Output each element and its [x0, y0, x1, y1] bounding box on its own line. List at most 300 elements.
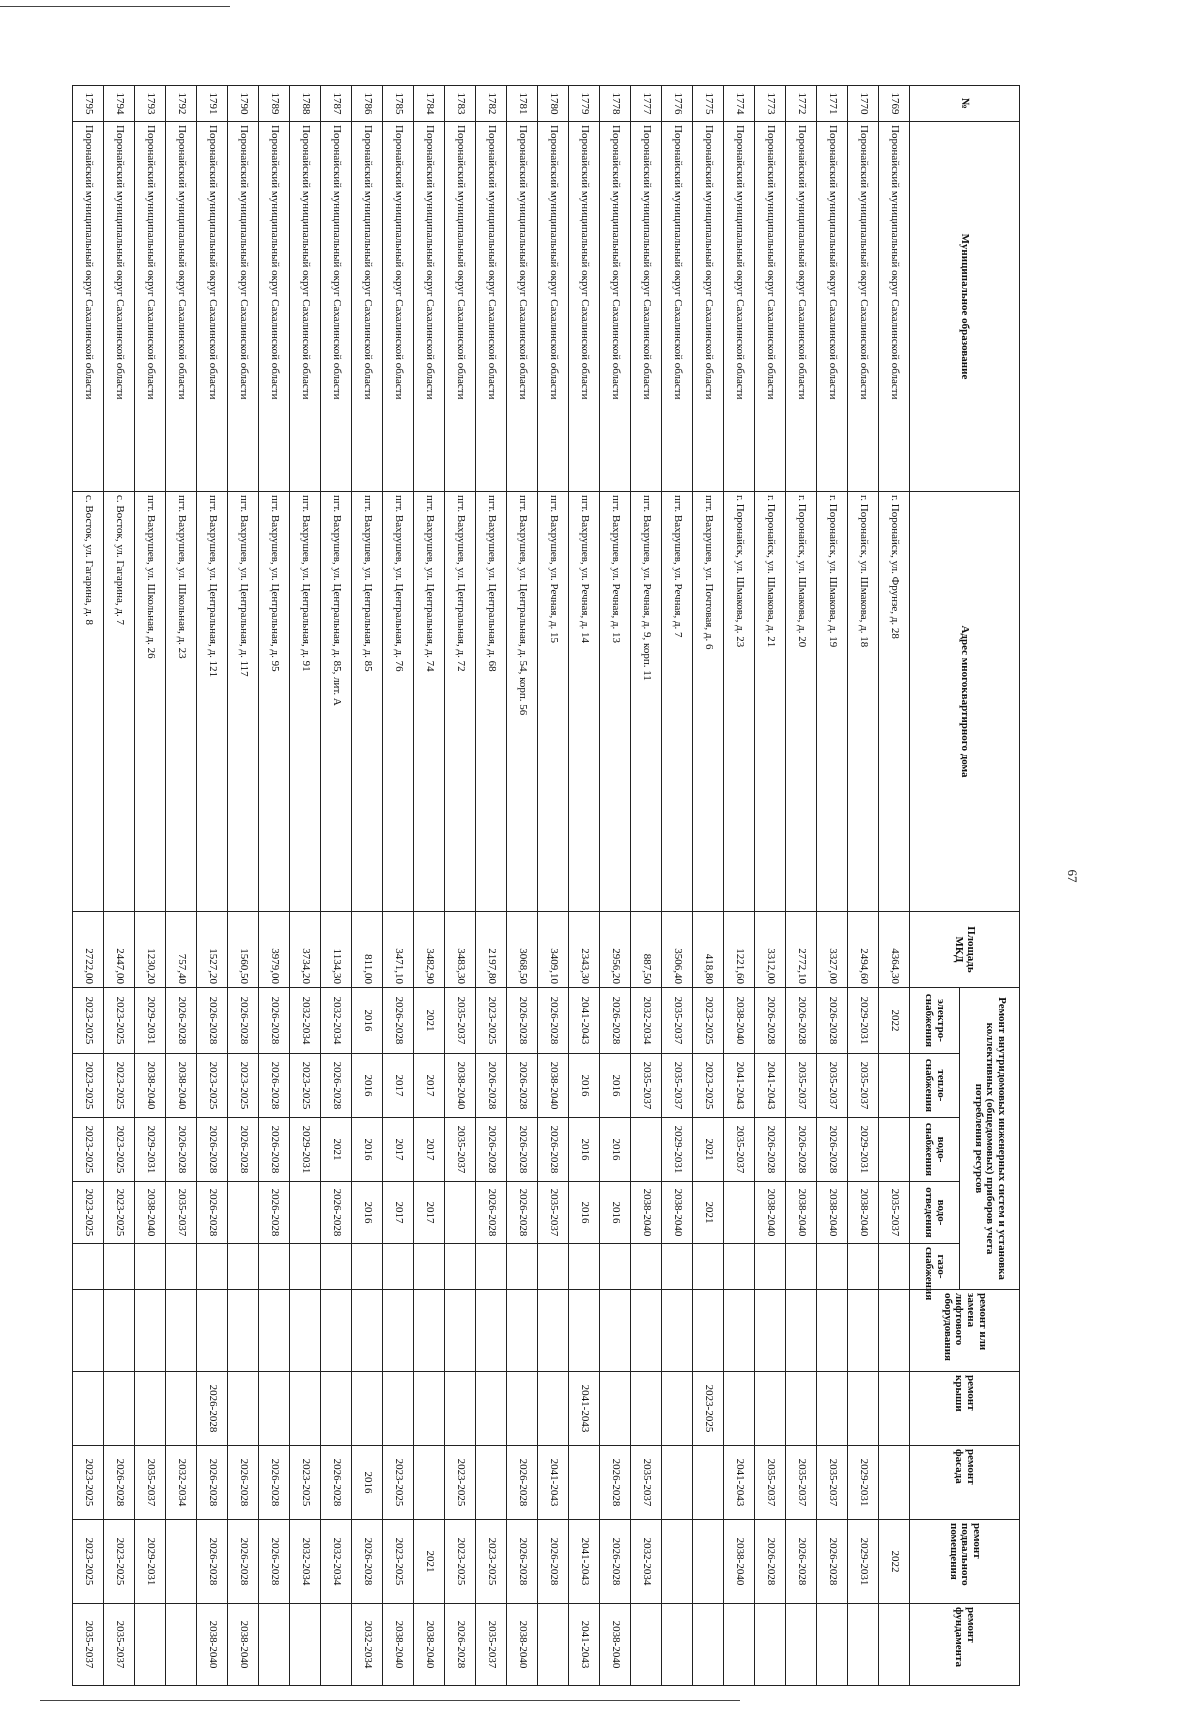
- cell-water: 2021: [693, 1118, 724, 1182]
- cell-lift: [600, 1290, 631, 1372]
- cell-heat: 2038-2040: [445, 1054, 476, 1118]
- cell-address: с. Восток, ул. Гагарина, д. 7: [104, 492, 135, 912]
- cell-address: пгт. Вахрушев, ул. Речная, д. 9, корп. 11: [631, 492, 662, 912]
- cell-area: 3471,10: [383, 912, 414, 988]
- cell-area: 418,80: [693, 912, 724, 988]
- table-row: [786, 86, 817, 1686]
- cell-municipality: Поронайский муниципальный округ Сахалинской области: [786, 122, 817, 492]
- cell-municipality: Поронайский муниципальный округ Сахалинской области: [352, 122, 383, 492]
- cell-roof: 2026-2028: [197, 1372, 228, 1446]
- cell-sewer: 2038-2040: [135, 1182, 166, 1244]
- cell-water: 2035-2037: [445, 1118, 476, 1182]
- cell-basement: 2023-2025: [445, 1520, 476, 1604]
- cell-water: 2017: [383, 1118, 414, 1182]
- cell-area: 3409,10: [538, 912, 569, 988]
- cell-sewer: 2026-2028: [197, 1182, 228, 1244]
- cell-area: 887,50: [631, 912, 662, 988]
- cell-basement: 2026-2028: [538, 1520, 569, 1604]
- cell-foundation: 2035-2037: [476, 1604, 507, 1686]
- cell-lift: [73, 1290, 104, 1372]
- cell-municipality: Поронайский муниципальный округ Сахалинской области: [73, 122, 104, 492]
- cell-num: 1787: [321, 86, 352, 122]
- cell-address: пгт. Вахрушев, ул. Центральная, д. 74: [414, 492, 445, 912]
- cell-sewer: 2026-2028: [321, 1182, 352, 1244]
- cell-water: 2026-2028: [197, 1118, 228, 1182]
- cell-heat: 2016: [600, 1054, 631, 1118]
- cell-num: 1781: [507, 86, 538, 122]
- table-row: [817, 86, 848, 1686]
- cell-foundation: 2038-2040: [197, 1604, 228, 1686]
- cell-roof: [538, 1372, 569, 1446]
- cell-roof: [755, 1372, 786, 1446]
- cell-facade: 2026-2028: [228, 1446, 259, 1520]
- cell-lift: [197, 1290, 228, 1372]
- cell-basement: 2026-2028: [786, 1520, 817, 1604]
- cell-foundation: [693, 1604, 724, 1686]
- cell-num: 1770: [848, 86, 879, 122]
- cell-water: 2026-2028: [259, 1118, 290, 1182]
- cell-address: пгт. Вахрушев, ул. Речная, д. 7: [662, 492, 693, 912]
- cell-address: пгт. Вахрушев, ул. Центральная, д. 91: [290, 492, 321, 912]
- cell-water: 2026-2028: [817, 1118, 848, 1182]
- cell-area: 757,40: [166, 912, 197, 988]
- cell-gas: [73, 1244, 104, 1290]
- cell-municipality: Поронайский муниципальный округ Сахалинской области: [166, 122, 197, 492]
- cell-water: 2026-2028: [507, 1118, 538, 1182]
- cell-facade: 2041-2043: [724, 1446, 755, 1520]
- cell-address: г. Поронайск, ул. Шмакова, д. 20: [786, 492, 817, 912]
- cell-basement: 2029-2031: [135, 1520, 166, 1604]
- cell-heat: 2023-2025: [693, 1054, 724, 1118]
- cell-gas: [631, 1244, 662, 1290]
- cell-num: 1789: [259, 86, 290, 122]
- cell-address: пгт. Вахрушев, ул. Школьная, д. 23: [166, 492, 197, 912]
- cell-roof: [445, 1372, 476, 1446]
- cell-foundation: 2038-2040: [228, 1604, 259, 1686]
- cell-basement: 2026-2028: [228, 1520, 259, 1604]
- cell-electro: 2023-2025: [73, 988, 104, 1054]
- cell-sewer: 2038-2040: [786, 1182, 817, 1244]
- cell-municipality: Поронайский муниципальный округ Сахалинской области: [414, 122, 445, 492]
- cell-area: 2447,00: [104, 912, 135, 988]
- cell-facade: [879, 1446, 910, 1520]
- cell-lift: [879, 1290, 910, 1372]
- cell-municipality: Поронайский муниципальный округ Сахалинской области: [569, 122, 600, 492]
- table-body: [73, 86, 910, 1686]
- cell-facade: 2023-2025: [383, 1446, 414, 1520]
- cell-lift: [166, 1290, 197, 1372]
- table-row: [569, 86, 600, 1686]
- cell-sewer: 2038-2040: [848, 1182, 879, 1244]
- cell-address: пгт. Вахрушев, ул. Речная, д. 13: [600, 492, 631, 912]
- cell-foundation: [662, 1604, 693, 1686]
- cell-sewer: 2023-2025: [73, 1182, 104, 1244]
- cell-roof: [290, 1372, 321, 1446]
- table-row: [445, 86, 476, 1686]
- cell-basement: [662, 1520, 693, 1604]
- page-number: 67: [1065, 869, 1080, 883]
- cell-heat: 2026-2028: [259, 1054, 290, 1118]
- cell-facade: 2035-2037: [755, 1446, 786, 1520]
- table-row: [104, 86, 135, 1686]
- cell-area: 1221,60: [724, 912, 755, 988]
- cell-municipality: Поронайский муниципальный округ Сахалинской области: [290, 122, 321, 492]
- cell-address: пгт. Вахрушев, ул. Центральная, д. 85, лит. А: [321, 492, 352, 912]
- cell-electro: 2026-2028: [259, 988, 290, 1054]
- cell-foundation: 2038-2040: [383, 1604, 414, 1686]
- cell-num: 1788: [290, 86, 321, 122]
- cell-gas: [879, 1244, 910, 1290]
- cell-gas: [321, 1244, 352, 1290]
- cell-num: 1784: [414, 86, 445, 122]
- cell-heat: 2041-2043: [724, 1054, 755, 1118]
- cell-roof: [259, 1372, 290, 1446]
- cell-municipality: Поронайский муниципальный округ Сахалинской области: [135, 122, 166, 492]
- table-row: [848, 86, 879, 1686]
- cell-heat: 2023-2025: [197, 1054, 228, 1118]
- cell-basement: 2032-2034: [321, 1520, 352, 1604]
- cell-gas: [197, 1244, 228, 1290]
- cell-basement: 2026-2028: [352, 1520, 383, 1604]
- table-row: [321, 86, 352, 1686]
- table-row: [600, 86, 631, 1686]
- cell-electro: 2026-2028: [166, 988, 197, 1054]
- cell-area: 3327,00: [817, 912, 848, 988]
- cell-num: 1790: [228, 86, 259, 122]
- cell-gas: [755, 1244, 786, 1290]
- cell-num: 1773: [755, 86, 786, 122]
- cell-num: 1786: [352, 86, 383, 122]
- cell-area: 3312,00: [755, 912, 786, 988]
- cell-heat: 2017: [383, 1054, 414, 1118]
- header-heat: тепло-снабжения: [910, 1054, 960, 1118]
- cell-sewer: 2035-2037: [166, 1182, 197, 1244]
- cell-electro: 2026-2028: [383, 988, 414, 1054]
- cell-municipality: Поронайский муниципальный округ Сахалинской области: [631, 122, 662, 492]
- cell-foundation: 2032-2034: [352, 1604, 383, 1686]
- cell-heat: [879, 1054, 910, 1118]
- cell-basement: 2026-2028: [817, 1520, 848, 1604]
- table-row: [383, 86, 414, 1686]
- cell-basement: [693, 1520, 724, 1604]
- cell-area: 3506,40: [662, 912, 693, 988]
- cell-basement: 2038-2040: [724, 1520, 755, 1604]
- cell-facade: 2023-2025: [73, 1446, 104, 1520]
- cell-address: г. Поронайск, ул. Шмакова, д. 23: [724, 492, 755, 912]
- cell-num: 1778: [600, 86, 631, 122]
- cell-basement: 2023-2025: [73, 1520, 104, 1604]
- cell-roof: [166, 1372, 197, 1446]
- cell-water: 2023-2025: [104, 1118, 135, 1182]
- cell-basement: 2032-2034: [290, 1520, 321, 1604]
- cell-lift: [631, 1290, 662, 1372]
- rotated-table-sheet: [82, 85, 1020, 1669]
- cell-facade: [476, 1446, 507, 1520]
- cell-basement: 2041-2043: [569, 1520, 600, 1604]
- table-row: [755, 86, 786, 1686]
- cell-address: пгт. Вахрушев, ул. Центральная, д. 121: [197, 492, 228, 912]
- cell-water: 2029-2031: [135, 1118, 166, 1182]
- cell-num: 1792: [166, 86, 197, 122]
- cell-lift: [693, 1290, 724, 1372]
- cell-basement: 2023-2025: [104, 1520, 135, 1604]
- cell-sewer: 2016: [569, 1182, 600, 1244]
- cell-facade: [693, 1446, 724, 1520]
- cell-address: г. Поронайск, ул. Шмакова, д. 19: [817, 492, 848, 912]
- scan-edge-line-bottom: [40, 1700, 740, 1701]
- cell-electro: 2026-2028: [755, 988, 786, 1054]
- table-row: [476, 86, 507, 1686]
- cell-sewer: 2035-2037: [538, 1182, 569, 1244]
- cell-num: 1780: [538, 86, 569, 122]
- rotated-page-wrapper: [82, 85, 1020, 1669]
- cell-gas: [104, 1244, 135, 1290]
- cell-area: 4364,30: [879, 912, 910, 988]
- cell-municipality: Поронайский муниципальный округ Сахалинской области: [228, 122, 259, 492]
- cell-heat: 2023-2025: [73, 1054, 104, 1118]
- cell-num: 1777: [631, 86, 662, 122]
- cell-sewer: [445, 1182, 476, 1244]
- cell-electro: 2016: [352, 988, 383, 1054]
- cell-roof: [848, 1372, 879, 1446]
- cell-gas: [414, 1244, 445, 1290]
- cell-water: [879, 1118, 910, 1182]
- cell-facade: [414, 1446, 445, 1520]
- cell-area: 2197,80: [476, 912, 507, 988]
- cell-lift: [414, 1290, 445, 1372]
- cell-foundation: 2035-2037: [104, 1604, 135, 1686]
- cell-electro: 2029-2031: [848, 988, 879, 1054]
- cell-municipality: Поронайский муниципальный округ Сахалинской области: [879, 122, 910, 492]
- cell-water: 2016: [352, 1118, 383, 1182]
- cell-lift: [755, 1290, 786, 1372]
- cell-foundation: [631, 1604, 662, 1686]
- cell-heat: 2041-2043: [755, 1054, 786, 1118]
- cell-electro: 2026-2028: [538, 988, 569, 1054]
- cell-foundation: [848, 1604, 879, 1686]
- cell-municipality: Поронайский муниципальный округ Сахалинской области: [538, 122, 569, 492]
- cell-roof: [73, 1372, 104, 1446]
- cell-heat: 2023-2025: [290, 1054, 321, 1118]
- cell-area: 3482,90: [414, 912, 445, 988]
- cell-facade: 2016: [352, 1446, 383, 1520]
- cell-lift: [662, 1290, 693, 1372]
- header-foundation: ремонт фундамента: [910, 1604, 1020, 1686]
- cell-municipality: Поронайский муниципальный округ Сахалинской области: [197, 122, 228, 492]
- cell-heat: 2035-2037: [662, 1054, 693, 1118]
- cell-address: г. Поронайск, ул. Шмакова, д. 21: [755, 492, 786, 912]
- table-row: [135, 86, 166, 1686]
- cell-heat: 2038-2040: [538, 1054, 569, 1118]
- cell-area: 1527,20: [197, 912, 228, 988]
- cell-facade: 2035-2037: [135, 1446, 166, 1520]
- cell-sewer: [290, 1182, 321, 1244]
- cell-facade: 2035-2037: [786, 1446, 817, 1520]
- cell-address: г. Поронайск, ул. Шмакова, д. 18: [848, 492, 879, 912]
- header-gas: газо-снабжения: [910, 1244, 960, 1290]
- cell-gas: [600, 1244, 631, 1290]
- cell-sewer: [228, 1182, 259, 1244]
- cell-gas: [724, 1244, 755, 1290]
- table-row: [228, 86, 259, 1686]
- header-num: №: [910, 86, 1020, 122]
- cell-heat: 2035-2037: [786, 1054, 817, 1118]
- cell-water: 2023-2025: [73, 1118, 104, 1182]
- cell-water: 2016: [600, 1118, 631, 1182]
- cell-address: пгт. Вахрушев, ул. Центральная, д. 85: [352, 492, 383, 912]
- cell-basement: 2023-2025: [383, 1520, 414, 1604]
- scan-edge-line-top: [0, 6, 230, 7]
- cell-basement: 2026-2028: [197, 1520, 228, 1604]
- table-row: [724, 86, 755, 1686]
- table-row: [414, 86, 445, 1686]
- cell-gas: [569, 1244, 600, 1290]
- cell-num: 1794: [104, 86, 135, 122]
- cell-water: 2026-2028: [476, 1118, 507, 1182]
- cell-foundation: 2038-2040: [507, 1604, 538, 1686]
- cell-roof: [414, 1372, 445, 1446]
- cell-foundation: [290, 1604, 321, 1686]
- cell-sewer: 2016: [600, 1182, 631, 1244]
- cell-electro: 2038-2040: [724, 988, 755, 1054]
- cell-municipality: Поронайский муниципальный округ Сахалинской области: [662, 122, 693, 492]
- cell-address: с. Восток, ул. Гагарина, д. 8: [73, 492, 104, 912]
- cell-area: 3979,00: [259, 912, 290, 988]
- cell-heat: 2016: [352, 1054, 383, 1118]
- cell-electro: 2035-2037: [662, 988, 693, 1054]
- cell-facade: [569, 1446, 600, 1520]
- cell-municipality: Поронайский муниципальный округ Сахалинской области: [445, 122, 476, 492]
- cell-sewer: 2016: [352, 1182, 383, 1244]
- cell-electro: 2026-2028: [197, 988, 228, 1054]
- cell-facade: 2026-2028: [321, 1446, 352, 1520]
- cell-foundation: [879, 1604, 910, 1686]
- cell-water: 2026-2028: [538, 1118, 569, 1182]
- cell-lift: [569, 1290, 600, 1372]
- cell-area: 2494,60: [848, 912, 879, 988]
- cell-water: 2016: [569, 1118, 600, 1182]
- cell-water: 2026-2028: [755, 1118, 786, 1182]
- cell-num: 1771: [817, 86, 848, 122]
- cell-address: пгт. Вахрушев, ул. Центральная, д. 54, корп. 56: [507, 492, 538, 912]
- header-electro: электро-снабжения: [910, 988, 960, 1054]
- capital-repair-schedule-table: [72, 85, 1020, 1686]
- cell-num: 1776: [662, 86, 693, 122]
- table-row: [166, 86, 197, 1686]
- cell-water: 2029-2031: [662, 1118, 693, 1182]
- cell-foundation: [755, 1604, 786, 1686]
- cell-sewer: 2038-2040: [755, 1182, 786, 1244]
- header-municipality: Муниципальное образование: [910, 122, 1020, 492]
- cell-foundation: 2038-2040: [414, 1604, 445, 1686]
- cell-sewer: [724, 1182, 755, 1244]
- cell-address: пгт. Вахрушев, ул. Центральная, д. 76: [383, 492, 414, 912]
- cell-facade: 2026-2028: [600, 1446, 631, 1520]
- header-address: Адрес многоквартирного дома: [910, 492, 1020, 912]
- cell-water: [631, 1118, 662, 1182]
- table-row: [290, 86, 321, 1686]
- cell-gas: [383, 1244, 414, 1290]
- header-sewer: водо-отведения: [910, 1182, 960, 1244]
- cell-sewer: 2038-2040: [662, 1182, 693, 1244]
- cell-area: 1560,50: [228, 912, 259, 988]
- cell-gas: [259, 1244, 290, 1290]
- cell-municipality: Поронайский муниципальный округ Сахалинской области: [104, 122, 135, 492]
- cell-foundation: [538, 1604, 569, 1686]
- cell-area: 3068,50: [507, 912, 538, 988]
- header-roof: ремонт крыши: [910, 1372, 1020, 1446]
- cell-heat: 2026-2028: [321, 1054, 352, 1118]
- cell-water: 2017: [414, 1118, 445, 1182]
- cell-roof: [817, 1372, 848, 1446]
- cell-roof: [321, 1372, 352, 1446]
- cell-water: 2029-2031: [848, 1118, 879, 1182]
- cell-sewer: 2035-2037: [879, 1182, 910, 1244]
- cell-basement: 2026-2028: [600, 1520, 631, 1604]
- cell-electro: 2029-2031: [135, 988, 166, 1054]
- cell-gas: [693, 1244, 724, 1290]
- cell-roof: 2023-2025: [693, 1372, 724, 1446]
- cell-num: 1769: [879, 86, 910, 122]
- cell-foundation: [786, 1604, 817, 1686]
- cell-sewer: 2026-2028: [476, 1182, 507, 1244]
- cell-sewer: 2021: [693, 1182, 724, 1244]
- cell-basement: 2023-2025: [476, 1520, 507, 1604]
- cell-basement: 2026-2028: [507, 1520, 538, 1604]
- cell-foundation: 2035-2037: [73, 1604, 104, 1686]
- cell-facade: 2023-2025: [445, 1446, 476, 1520]
- cell-gas: [538, 1244, 569, 1290]
- cell-num: 1775: [693, 86, 724, 122]
- cell-water: 2026-2028: [166, 1118, 197, 1182]
- cell-electro: 2026-2028: [786, 988, 817, 1054]
- cell-basement: 2029-2031: [848, 1520, 879, 1604]
- cell-heat: 2035-2037: [848, 1054, 879, 1118]
- cell-electro: 2021: [414, 988, 445, 1054]
- header-lift: ремонт или замена лифтового оборудования: [910, 1290, 1020, 1372]
- cell-lift: [476, 1290, 507, 1372]
- cell-roof: [383, 1372, 414, 1446]
- header-water: водо-снабжения: [910, 1118, 960, 1182]
- cell-electro: 2035-2037: [445, 988, 476, 1054]
- table-row: [352, 86, 383, 1686]
- cell-area: 2772,10: [786, 912, 817, 988]
- cell-municipality: Поронайский муниципальный округ Сахалинской области: [476, 122, 507, 492]
- cell-num: 1793: [135, 86, 166, 122]
- cell-sewer: 2038-2040: [817, 1182, 848, 1244]
- cell-municipality: Поронайский муниципальный округ Сахалинской области: [755, 122, 786, 492]
- cell-area: 2956,20: [600, 912, 631, 988]
- cell-lift: [228, 1290, 259, 1372]
- cell-roof: [631, 1372, 662, 1446]
- cell-gas: [228, 1244, 259, 1290]
- cell-gas: [135, 1244, 166, 1290]
- cell-gas: [507, 1244, 538, 1290]
- cell-area: 3483,30: [445, 912, 476, 988]
- table-row: [73, 86, 104, 1686]
- cell-lift: [817, 1290, 848, 1372]
- cell-sewer: 2023-2025: [104, 1182, 135, 1244]
- cell-lift: [383, 1290, 414, 1372]
- cell-water: 2035-2037: [724, 1118, 755, 1182]
- cell-area: 1134,30: [321, 912, 352, 988]
- cell-electro: 2023-2025: [693, 988, 724, 1054]
- cell-facade: 2032-2034: [166, 1446, 197, 1520]
- cell-roof: [476, 1372, 507, 1446]
- cell-num: 1785: [383, 86, 414, 122]
- cell-lift: [848, 1290, 879, 1372]
- cell-water: 2026-2028: [786, 1118, 817, 1182]
